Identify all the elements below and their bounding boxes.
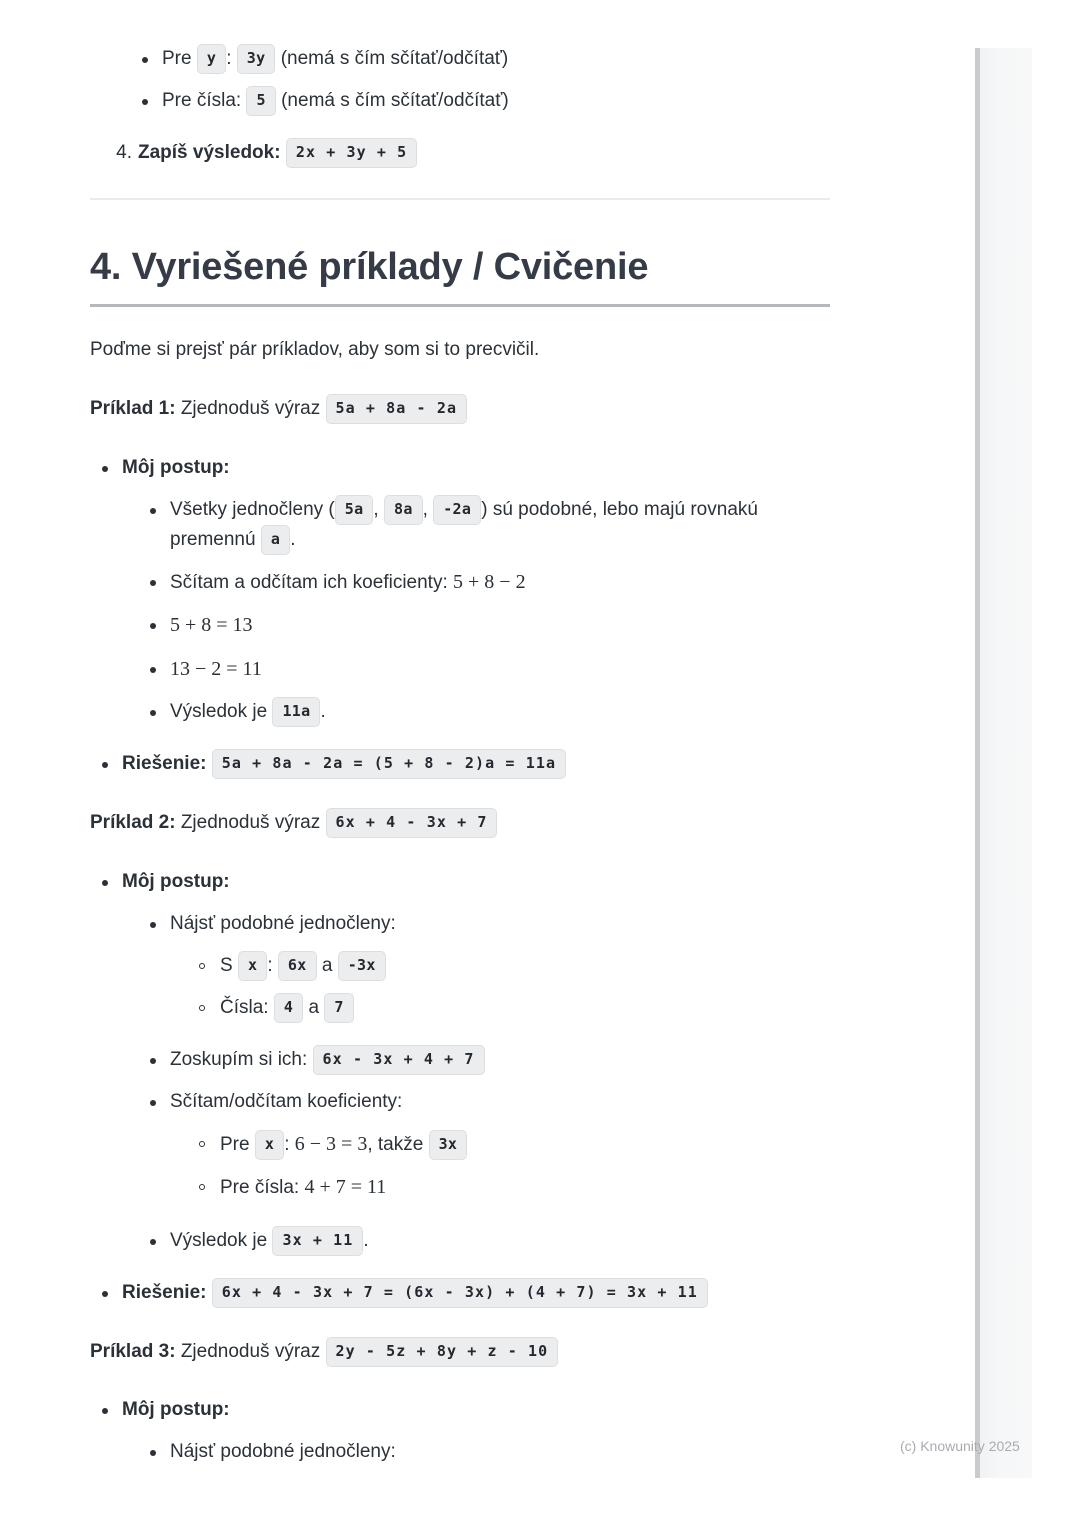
code-chip-minus3x: -3x: [338, 951, 386, 981]
example-1-postup-label: Môj postup:: [122, 456, 230, 478]
list-item: [138, 909, 830, 1023]
code-chip-example-1-expression: 5a + 8a - 2a: [326, 394, 468, 424]
code-chip-example-3-expression: 2y - 5z + 8y + z - 10: [326, 1337, 559, 1367]
math-expression: 13 − 2 = 11: [170, 657, 262, 680]
find-like-terms-label: Nájsť podobné jednočleny:: [170, 912, 396, 934]
code-chip-result: 2x + 3y + 5: [286, 138, 417, 168]
step-text-part-1: Všetky jednočleny (: [170, 498, 335, 520]
list-item: [138, 610, 830, 642]
example-3-prompt: [90, 1337, 830, 1367]
section-divider-under-title: [90, 304, 830, 307]
code-chip-7: 7: [324, 993, 353, 1023]
example-2-solution-label: Riešenie:: [122, 1282, 207, 1304]
add-subtract-label: Sčítam/odčítam koeficienty:: [170, 1090, 403, 1112]
takze-text: , takže: [367, 1133, 424, 1155]
conjunction: a: [321, 954, 333, 976]
example-3-substeps: [138, 1437, 830, 1467]
previous-step-bullets: [130, 44, 830, 116]
bullet-suffix-text: (nemá s čím sčítať/odčítať): [280, 48, 509, 69]
list-item: [138, 1226, 830, 1256]
math-expression: 4 + 7 = 11: [304, 1176, 387, 1199]
step-text-coefficients: Sčítam a odčítam ich koeficienty:: [170, 571, 448, 593]
step-text-result: Výsledok je: [170, 701, 268, 723]
list-item-postup: [90, 1395, 830, 1467]
list-item: [138, 697, 830, 727]
example-3-steps: [90, 1395, 830, 1467]
code-chip-3y: 3y: [237, 44, 276, 74]
example-1-solution-label: Riešenie:: [122, 753, 207, 775]
example-3-label: Príklad 3:: [90, 1341, 176, 1363]
example-3-instruction: Zjednoduš výraz: [180, 1341, 321, 1363]
step-text-period: .: [363, 1230, 369, 1252]
step-label: Zapíš výsledok:: [138, 142, 281, 164]
colon-separator: :: [267, 954, 273, 976]
code-chip-4: 4: [274, 993, 303, 1023]
group-terms-label: Zoskupím si ich:: [170, 1048, 308, 1070]
coef-prefix: Pre čísla:: [220, 1177, 300, 1199]
colon-separator: :: [284, 1133, 290, 1155]
math-expression: 5 + 8 = 13: [170, 614, 253, 637]
code-chip-grouped-expression: 6x - 3x + 4 + 7: [313, 1045, 485, 1075]
right-scroll-panel[interactable]: [975, 48, 1032, 1478]
copyright-watermark: (c) Knowunity 2025: [900, 1438, 1020, 1454]
example-1-label: Príklad 1:: [90, 398, 176, 420]
step-text-period: .: [290, 528, 296, 550]
example-2-substeps: [138, 909, 830, 1256]
list-item: [130, 86, 830, 116]
list-item: [188, 951, 830, 981]
document-content: [90, 0, 830, 1468]
bullet-prefix-text: Pre čísla:: [162, 90, 242, 112]
code-chip-11a: 11a: [272, 697, 320, 727]
code-chip-example-2-solution: 6x + 4 - 3x + 7 = (6x - 3x) + (4 + 7) = 3x + 11: [212, 1278, 708, 1308]
step-number: 4.: [116, 142, 132, 164]
math-expression: 5 + 8 − 2: [453, 570, 526, 593]
example-1-substeps: [138, 495, 830, 728]
code-chip-example-1-solution: 5a + 8a - 2a = (5 + 8 - 2)a = 11a: [212, 749, 566, 779]
step-text-result: Výsledok je: [170, 1230, 268, 1252]
code-chip-example-2-expression: 6x + 4 - 3x + 7: [326, 808, 498, 838]
example-2-term-groups: [188, 951, 830, 1023]
list-item-postup: [90, 453, 830, 728]
code-chip-3x: 3x: [429, 1130, 468, 1160]
numbered-step-list: [106, 138, 830, 168]
code-chip-a: a: [261, 525, 290, 555]
conjunction: a: [308, 996, 320, 1018]
bullet-prefix-text: Pre: [162, 48, 192, 69]
term-group-prefix: S: [220, 954, 233, 976]
example-2-instruction: Zjednoduš výraz: [180, 812, 321, 834]
code-chip-y: y: [197, 44, 226, 74]
example-1-steps: [90, 453, 830, 780]
list-item-step-4: [106, 138, 830, 168]
step-text-period: .: [320, 701, 326, 723]
list-item: [138, 1087, 830, 1204]
code-chip-6x: 6x: [278, 951, 317, 981]
code-chip-5a: 5a: [335, 495, 374, 525]
list-item: Všetky jednočleny ( 5a , 8a , -2a ) sú podobné, lebo majú rovnakú premennú a .: [138, 495, 830, 555]
example-2-postup-label: Môj postup:: [122, 870, 230, 892]
bullet-suffix-text: (nemá s čím sčítať/odčítať): [281, 90, 509, 112]
right-panel-surface: [980, 48, 1032, 1478]
example-1-instruction: Zjednoduš výraz: [180, 398, 321, 420]
example-2-prompt: [90, 808, 830, 838]
math-expression: 6 − 3 = 3: [294, 1132, 368, 1155]
list-item: [130, 44, 830, 74]
section-intro-paragraph: Poďme si prejsť pár príkladov, aby som si to precvičil.: [90, 338, 540, 360]
list-item: [188, 1129, 830, 1161]
list-item: [138, 1045, 830, 1075]
list-item: [188, 1172, 830, 1204]
example-2-label: Príklad 2:: [90, 812, 176, 834]
page-title: 4. Vyriešené príklady / Cvičenie: [90, 246, 649, 289]
list-item: [188, 993, 830, 1023]
example-3-postup-label: Môj postup:: [122, 1399, 230, 1421]
coef-prefix: Pre: [220, 1133, 250, 1155]
code-chip-x: x: [255, 1130, 284, 1160]
section-divider-top: [90, 198, 830, 200]
example-1-prompt: [90, 394, 830, 424]
list-item: [138, 1437, 830, 1467]
list-item: [138, 567, 830, 599]
step-text-part-2: ) sú podobné, lebo majú rovnakú premennú: [170, 498, 758, 550]
code-chip-8a: 8a: [384, 495, 423, 525]
list-item-postup: [90, 867, 830, 1256]
code-chip-3x-plus-11: 3x + 11: [272, 1226, 363, 1256]
code-chip-x: x: [238, 951, 267, 981]
example-2-steps: [90, 867, 830, 1308]
list-item: [138, 654, 830, 686]
example-2-coefficient-steps: [188, 1129, 830, 1204]
find-like-terms-label: Nájsť podobné jednočleny:: [170, 1441, 396, 1463]
code-chip-5: 5: [246, 86, 275, 116]
term-group-prefix: Čísla:: [220, 996, 269, 1018]
colon-separator: :: [226, 48, 232, 69]
list-item-riesenie: [90, 749, 830, 779]
list-item-riesenie: [90, 1278, 830, 1308]
code-chip-minus2a: -2a: [433, 495, 481, 525]
